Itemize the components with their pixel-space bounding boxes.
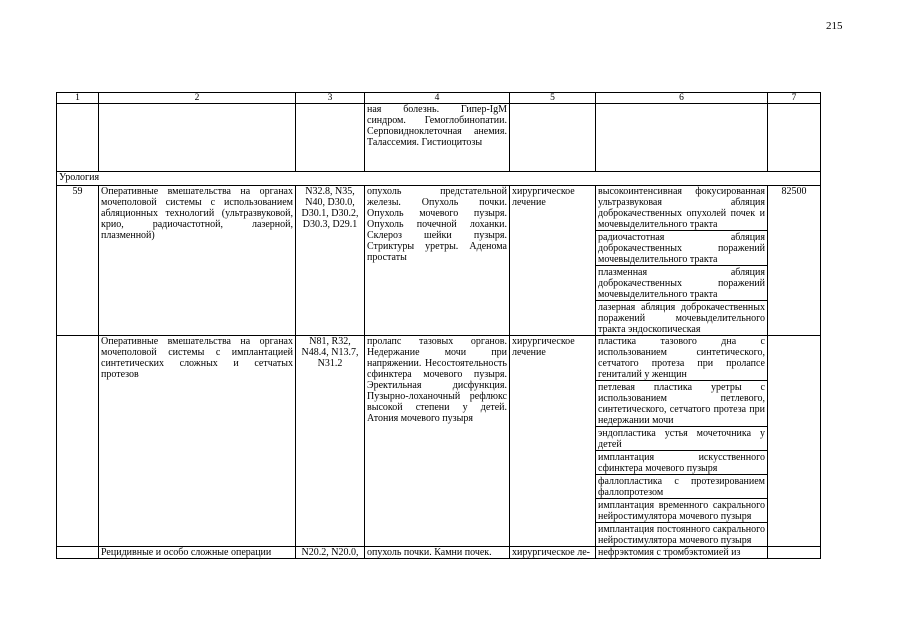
header-col-3: 3	[296, 93, 365, 104]
cost-value	[768, 547, 821, 559]
cell-treatment	[510, 104, 596, 172]
section-title: Урология	[57, 172, 821, 186]
section-row	[57, 172, 821, 186]
method-item: имплантация временного сакрального нейростимулятора мочевого пузыря	[598, 500, 765, 522]
cell-diseases: ная болезнь. Гипер-IgM синдром. Гемоглобинопатии. Серповидноклеточная анемия. Талассемия. Гистиоцитозы	[365, 104, 510, 172]
icd-codes: N20.2, N20.0,	[296, 547, 365, 559]
cost-value	[768, 336, 821, 547]
method-item: имплантация постоянного сакрального нейростимулятора мочевого пузыря	[598, 524, 765, 546]
table-row	[57, 336, 821, 547]
table-row	[57, 186, 821, 336]
intervention-name: Рецидивные и особо сложные операции	[99, 547, 296, 559]
method-item: имплантация искусственного сфинктера мочевого пузыря	[598, 452, 765, 474]
disease-models: пролапс тазовых органов. Недержание мочи при напряжении. Несостоятельность сфинктера мочевого пузыря. Эректильная дисфункция. Пузырно-лоханочный рефлюкс высокой степени у детей. Атония мочевого пузыря	[365, 336, 510, 547]
row-number	[57, 336, 99, 547]
medical-care-table	[56, 92, 821, 559]
table-row	[57, 547, 821, 559]
intervention-name: Оперативные вмешательства на органах мочеполовой системы с имплантацией синтетических сложных и сетчатых протезов	[99, 336, 296, 547]
cell-name	[99, 104, 296, 172]
header-col-4: 4	[365, 93, 510, 104]
header-col-7: 7	[768, 93, 821, 104]
method-item: пластика тазового дна с использованием синтетического, сетчатого протеза при пролапсе гениталий у женщин	[598, 336, 765, 380]
method-item: радиочастотная абляция доброкачественных поражений мочевыделительного тракта	[598, 232, 765, 265]
intervention-name: Оперативные вмешательства на органах мочеполовой системы с использованием абляционных технологий (ультразвуковой, крио, радиочастотной, лазерной, плазменной)	[99, 186, 296, 336]
method-item: высокоинтенсивная фокусированная ультразвуковая абляция доброкачественных опухолей почек и мочевыделительного тракта	[598, 186, 765, 230]
method-item: плазменная абляция доброкачественных поражений мочевыделительного тракта	[598, 267, 765, 300]
treatment-type: хирургическое лечение	[510, 186, 596, 336]
icd-codes: N81, R32, N48.4, N13.7, N31.2	[296, 336, 365, 547]
header-col-2: 2	[99, 93, 296, 104]
column-number-header	[57, 93, 821, 104]
continuation-row	[57, 104, 821, 172]
treatment-methods	[596, 186, 768, 336]
treatment-type: хирургическое лечение	[510, 336, 596, 547]
cell-num	[57, 104, 99, 172]
cell-methods	[596, 104, 768, 172]
row-number	[57, 547, 99, 559]
header-col-6: 6	[596, 93, 768, 104]
cell-cost	[768, 104, 821, 172]
treatment-methods	[596, 336, 768, 547]
method-item: эндопластика устья мочеточника у детей	[598, 428, 765, 450]
treatment-methods: нефрэктомия с тромбэктомией из	[596, 547, 768, 559]
row-number: 59	[57, 186, 99, 336]
treatment-type: хирургическое ле-	[510, 547, 596, 559]
method-item: лазерная абляция доброкачественных поражений мочевыделительного тракта эндоскопическая	[598, 302, 765, 335]
method-item: петлевая пластика уретры с использованием петлевого, синтетического, сетчатого протеза при недержании мочи	[598, 382, 765, 426]
header-col-5: 5	[510, 93, 596, 104]
icd-codes: N32.8, N35, N40, D30.0, D30.1, D30.2, D30.3, D29.1	[296, 186, 365, 336]
method-item: фаллопластика с протезированием фаллопротезом	[598, 476, 765, 498]
cell-codes	[296, 104, 365, 172]
page-number: 215	[826, 20, 843, 32]
header-col-1: 1	[57, 93, 99, 104]
disease-models: опухоль почки. Камни почек.	[365, 547, 510, 559]
disease-models: опухоль предстательной железы. Опухоль почки. Опухоль мочевого пузыря. Опухоль почечной лоханки. Склероз шейки пузыря. Стриктуры уретры. Аденома простаты	[365, 186, 510, 336]
cost-value: 82500	[768, 186, 821, 336]
